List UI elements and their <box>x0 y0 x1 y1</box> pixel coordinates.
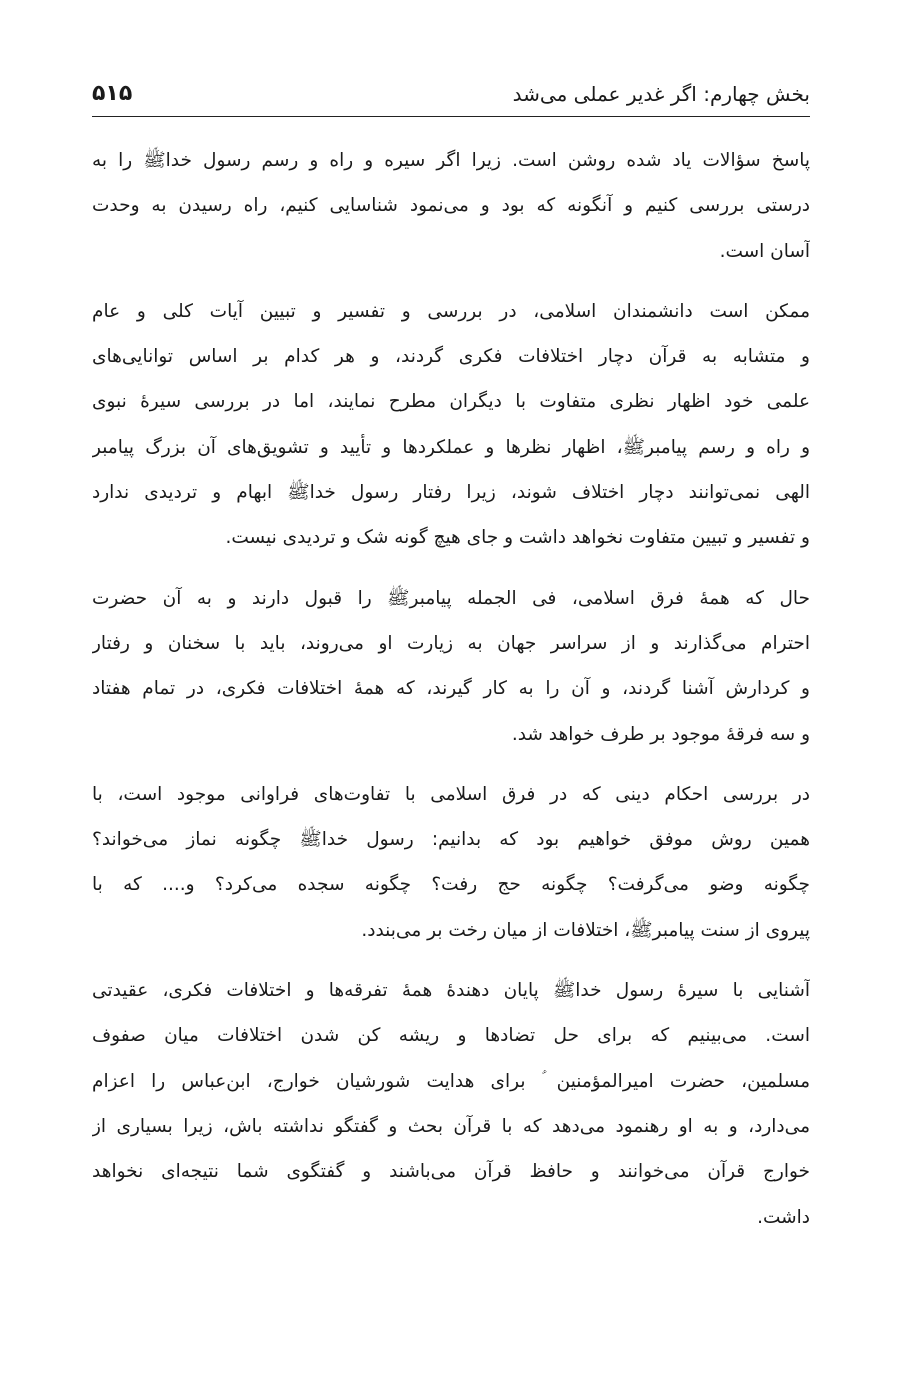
paragraph <box>92 576 810 757</box>
header-divider <box>92 116 810 117</box>
text-line: و کردارش آشنا گردند، و آن را به کار گیرند، که همهٔ اختلافات فکری، در تمام هفتاد <box>92 678 810 700</box>
text-line: آسان است. <box>719 240 810 262</box>
text-line: و متشابه به قرآن دچار اختلافات فکری گردند، و هر کدام بر اساس توانایی‌های <box>92 346 810 368</box>
text-line: مسلمین، حضرت امیرالمؤمنین ؑ برای هدایت شورشیان خوارج، ابن‌عباس را اعزام <box>92 1070 810 1092</box>
text-line: درستی بررسی کنیم و آنگونه که بود و می‌نمود شناسایی کنیم، راه رسیدن به وحدت <box>92 195 810 217</box>
text-line: در بررسی احکام دینی که در فرق اسلامی با تفاوت‌های فراوانی موجود است، با <box>92 783 810 805</box>
text-line: الهی نمی‌توانند دچار اختلاف شوند، زیرا رفتار رسول خداﷺ ابهام و تردیدی ندارد <box>92 482 810 504</box>
text-line: آشنایی با سیرهٔ رسول خداﷺ پایان دهندهٔ همهٔ تفرقه‌ها و اختلافات فکری، عقیدتی <box>92 980 810 1002</box>
page-header <box>92 64 810 108</box>
paragraph <box>92 968 810 1240</box>
text-line: ممکن است دانشمندان اسلامی، در بررسی و تفسیر و تبیین آیات کلی و عام <box>92 300 810 322</box>
text-line: احترام می‌گذارند و از سراسر جهان به زیارت او می‌روند، باید با سخنان و رفتار <box>92 632 810 654</box>
text-line: حال که همهٔ فرق اسلامی، فی الجمله پیامبرﷺ را قبول دارند و به آن حضرت <box>92 587 810 609</box>
text-line: خوارج قرآن می‌خوانند و حافظ قرآن می‌باشند و گفتگوی شما نتیجه‌ای نخواهد <box>92 1161 810 1183</box>
text-line: می‌دارد، و به او رهنمود می‌دهد که با قرآن بحث و گفتگو نداشته باش، زیرا بسیاری از <box>92 1115 810 1137</box>
text-line: داشت. <box>757 1206 810 1228</box>
text-line: و سه فرقهٔ موجود بر طرف خواهد شد. <box>511 723 810 745</box>
text-line: همین روش موفق خواهیم بود که بدانیم: رسول خداﷺ چگونه نماز می‌خواند؟ <box>92 829 810 851</box>
paragraph <box>92 289 810 561</box>
text-line: چگونه وضو می‌گرفت؟ چگونه حج رفت؟ چگونه سجده می‌کرد؟ و.... که با <box>92 874 810 896</box>
text-line: و تفسیر و تبیین متفاوت نخواهد داشت و جای هیچ گونه شک و تردیدی نیست. <box>225 527 810 549</box>
book-page <box>92 0 810 1390</box>
text-line: علمی خود اظهار نظری متفاوت با دیگران مطرح نمایند، اما در بررسی سیرهٔ نبوی <box>92 391 810 413</box>
text-line: و راه و رسم پیامبرﷺ، اظهار نظرها و عملکردها و تأیید و تشویق‌های آن بزرگ پیامبر <box>92 436 810 458</box>
body-text <box>92 138 810 1255</box>
text-line: پیروی از سنت پیامبرﷺ، اختلافات از میان رخت بر می‌بندد. <box>361 919 810 941</box>
paragraph <box>92 138 810 274</box>
text-line: پاسخ سؤالات یاد شده روشن است. زیرا اگر سیره و راه و رسم رسول خداﷺ را به <box>92 150 810 171</box>
page-number: ۵۱۵ <box>92 81 133 106</box>
text-line: است. می‌بینیم که برای حل تضادها و ریشه کن شدن اختلافات میان صفوف <box>92 1025 810 1047</box>
paragraph <box>92 772 810 953</box>
running-title: بخش چهارم: اگر غدیر عملی می‌شد <box>512 82 810 106</box>
